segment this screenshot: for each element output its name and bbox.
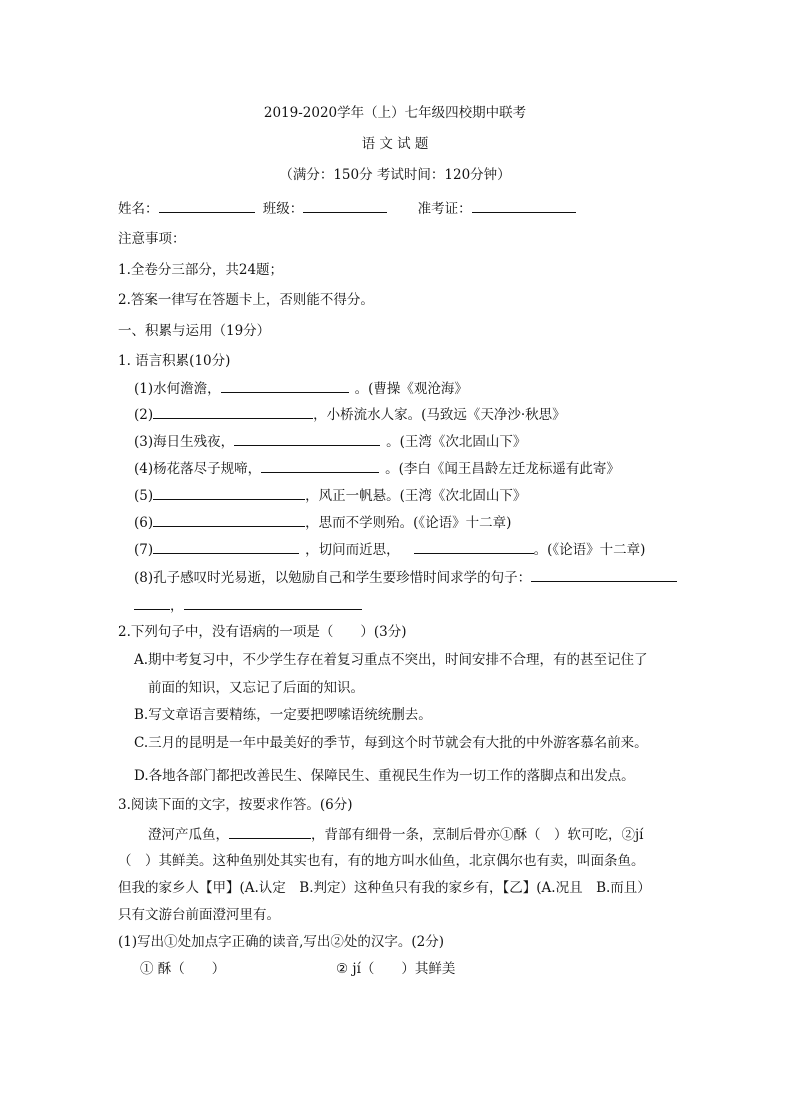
- line-text: ，切问而近思，: [305, 542, 400, 558]
- class-label: 班级：: [262, 201, 304, 217]
- answer-blank[interactable]: [153, 539, 299, 554]
- q3-passage-line: [148, 824, 644, 844]
- q1-line: [134, 458, 620, 478]
- name-label: 姓名：: [118, 201, 159, 217]
- answer-blank[interactable]: [414, 539, 534, 554]
- q3-subquestion: (1)写出①处加点字正确的读音,写出②处的汉字。(2分): [118, 934, 445, 950]
- line-text: (1)水何澹澹，: [134, 381, 221, 397]
- question-3-title: 3.阅读下面的文字，按要求作答。(6分): [118, 797, 353, 813]
- q1-line: [134, 404, 566, 424]
- line-text: 。(曹操《观沧海》: [354, 381, 468, 397]
- line-text: 。(李白《闻王昌龄左迁龙标遥有此寄》: [385, 461, 620, 477]
- line-text: ，背部有细骨一条，烹制后骨亦①酥（ ）软可吃，②jí: [311, 827, 644, 843]
- line-text: (4)杨花落尽子规啼，: [134, 461, 262, 477]
- question-2-title: 2.下列句子中，没有语病的一项是（ ）(3分): [118, 624, 407, 640]
- name-blank[interactable]: [159, 198, 255, 213]
- q2-option-b: B.写文章语言要精练，一定要把啰嗦语统统删去。: [134, 707, 432, 723]
- answer-blank[interactable]: [184, 595, 362, 610]
- q3-answer-a: ① 酥（ ）: [140, 961, 226, 977]
- answer-blank[interactable]: [531, 567, 677, 582]
- q1-line: [134, 431, 526, 451]
- line-text: ，思而不学则殆。(《论语》十二章): [305, 515, 512, 531]
- answer-blank[interactable]: [153, 512, 305, 527]
- q2-option-a-cont: 前面的知识，又忘记了后面的知识。: [148, 680, 364, 696]
- q1-line: [134, 485, 526, 505]
- q1-line-8-cont: [134, 595, 362, 615]
- exam-meta: （满分：150分 考试时间：120分钟）: [279, 167, 511, 183]
- notice-item: 2.答案一律写在答题卡上，否则能不得分。: [118, 292, 374, 308]
- line-text: 澄河产瓜鱼，: [148, 827, 229, 843]
- answer-blank[interactable]: [234, 431, 380, 446]
- q2-option-d: D.各地各部门都把改善民生、保障民生、重视民生作为一切工作的落脚点和出发点。: [134, 768, 635, 784]
- line-text: 。(王湾《次北固山下》: [386, 434, 527, 450]
- q2-option-c: C.三月的昆明是一年中最美好的季节，每到这个时节就会有大批的中外游客慕名前来。: [134, 735, 648, 751]
- section-heading: 一、积累与运用（19分）: [118, 323, 271, 339]
- q1-line: [134, 539, 645, 559]
- q1-line-8: [134, 567, 677, 587]
- line-text: (5): [134, 488, 154, 504]
- line-text: (2): [134, 407, 154, 423]
- answer-blank[interactable]: [221, 378, 349, 393]
- question-1-title: 1. 语言积累(10分): [118, 353, 231, 369]
- student-info-row: [118, 198, 576, 218]
- answer-blank[interactable]: [134, 595, 170, 610]
- line-text: ，风正一帆悬。(王湾《次北固山下》: [305, 488, 527, 504]
- class-blank[interactable]: [303, 198, 387, 213]
- q3-passage-line: （ ）其鲜美。这种鱼别处其实也有，有的地方叫水仙鱼，北京偶尔也有卖，叫面条鱼。: [118, 853, 645, 869]
- q3-answer-b: ② jí（ ）其鲜美: [336, 961, 456, 977]
- line-text: ，小桥流水人家。(马致远《天净沙·秋思》: [313, 407, 566, 423]
- answer-blank[interactable]: [229, 824, 311, 839]
- exam-title: 2019-2020学年（上）七年级四校期中联考: [263, 105, 527, 121]
- answer-blank[interactable]: [153, 404, 313, 419]
- q3-passage-line: 但我的家乡人【甲】(A.认定 B.判定）这种鱼只有我的家乡有，【乙】(A.况且 B.而且）: [118, 880, 651, 896]
- q1-line: [134, 512, 511, 532]
- notice-heading: 注意事项：: [118, 231, 186, 247]
- q2-option-a: A.期中考复习中，不少学生存在着复习重点不突出，时间安排不合理，有的甚至记住了: [134, 652, 648, 668]
- line-text: (7): [134, 542, 154, 558]
- q3-passage-line: 只有文游台前面澄河里有。: [118, 907, 280, 923]
- q1-line: [134, 378, 468, 398]
- ticket-blank[interactable]: [472, 198, 576, 213]
- subject-title: 语 文 试 题: [361, 136, 429, 152]
- line-text: 。(《论语》十二章): [533, 542, 646, 558]
- line-text: (8)孔子感叹时光易逝，以勉励自己和学生要珍惜时间求学的句子：: [134, 570, 532, 586]
- line-text: (6): [134, 515, 154, 531]
- line-text: (3)海日生残夜，: [134, 434, 235, 450]
- notice-item: 1.全卷分三部分，共24题；: [118, 262, 284, 278]
- ticket-label: 准考证：: [417, 201, 472, 217]
- line-text: ，: [170, 598, 184, 614]
- answer-blank[interactable]: [261, 458, 379, 473]
- answer-blank[interactable]: [153, 485, 305, 500]
